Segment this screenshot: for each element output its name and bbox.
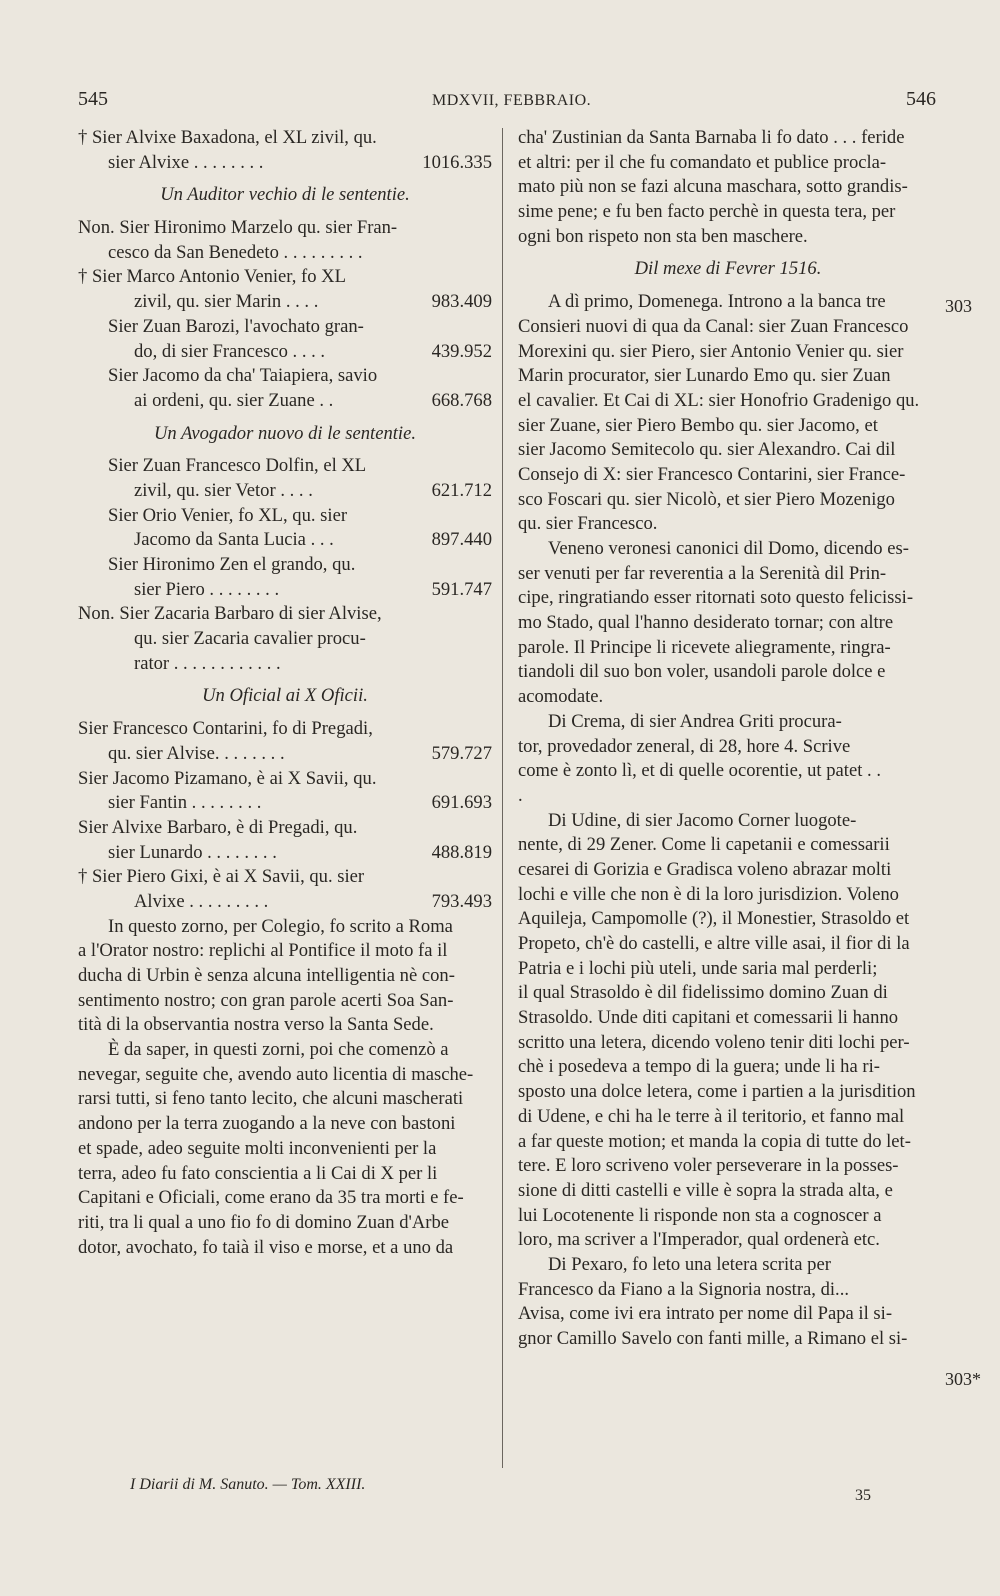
text-line: [518, 858, 938, 883]
line-text: Sier Jacomo Pizamano, è ai X Savii, qu.: [78, 767, 377, 789]
line-text: el cavalier. Et Cai di XL: sier Honofrio Gradenigo qu.: [518, 389, 920, 411]
line-text: parole. Il Principe li ricevete aliegramente, ringra-: [518, 636, 891, 658]
line-text: terra, adeo fu fato conscientia a li Cai di X per li: [78, 1162, 438, 1184]
text-line: [518, 660, 938, 685]
text-line: [518, 981, 938, 1006]
line-text: † Sier Marco Antonio Venier, fo XL: [78, 266, 346, 288]
line-text: rarsi tutti, si feno tanto lecito, che alcuni mascherati: [78, 1088, 464, 1110]
line-text: Strasoldo. Unde diti capitani et comessarii li hanno: [518, 1007, 899, 1029]
line-text: Sier Hironimo Zen el grando, qu.: [108, 554, 356, 575]
text-line: [78, 1112, 492, 1137]
text-line: [518, 151, 938, 176]
vote-count: 897.440: [431, 529, 492, 551]
line-text: Un Auditor vechio di le sententie.: [160, 184, 410, 206]
text-line: [518, 562, 938, 587]
text-line: [518, 685, 938, 710]
text-line: [518, 1253, 938, 1278]
text-line: [78, 504, 492, 529]
line-text: rator . . . . . . . . . . . .: [134, 652, 281, 674]
line-text: sco Foscari qu. sier Nicolò, et sier Piero Mozenigo: [518, 488, 895, 510]
line-text: Di Pexaro, fo leto una letera scrita per: [548, 1253, 831, 1275]
line-text: qu. sier Zacaria cavalier procu-: [134, 628, 366, 650]
line-text: Sier Jacomo da cha' Taiapiera, savio: [108, 365, 378, 387]
line-text: nente, di 29 Zener. Come li capetanii e comessarii: [518, 834, 890, 856]
line-text: chè i posedeva a tempo di la guera; unde li ha ri-: [518, 1056, 880, 1078]
line-text: Un Oficial ai X Oficii.: [202, 685, 368, 707]
line-text: sime pene; e fu ben facto perchè in questa tera, per: [518, 201, 896, 223]
text-line: [78, 315, 492, 340]
line-text: Sier Francesco Contarini, fo di Pregadi,: [78, 718, 373, 740]
text-line: [78, 528, 492, 553]
vote-count: 579.727: [431, 742, 492, 764]
line-text: sier Lunardo . . . . . . . .: [108, 841, 277, 863]
text-line: [518, 1130, 938, 1155]
line-text: sione di ditti castelli e ville è sopra la strada alta, e: [518, 1179, 893, 1201]
line-text: cipe, ringratiando esser ritornati soto questo felicissi-: [518, 587, 914, 609]
line-text: et altri: per il che fu comandato et publice procla-: [518, 151, 887, 173]
line-text: Veneno veronesi canonici dil Domo, dicendo es-: [548, 538, 909, 559]
line-text: .: [518, 784, 523, 806]
section-heading: [78, 422, 492, 447]
text-line: [78, 578, 492, 603]
text-line: [518, 957, 938, 982]
line-text: Sier Orio Venier, fo XL, qu. sier: [108, 504, 348, 526]
line-text: sier Jacomo Semitecolo qu. sier Alexandro. Cai dil: [518, 439, 896, 461]
text-line: [518, 414, 938, 439]
text-line: [78, 890, 492, 915]
line-text: cha' Zustinian da Santa Barnaba li fo dato . . . feride: [518, 127, 905, 148]
line-text: lochi e ville che non è di la loro jurisdizion. Voleno: [518, 883, 899, 905]
text-line: [518, 1204, 938, 1229]
line-text: sier Piero . . . . . . . .: [134, 578, 280, 600]
text-line: [518, 1080, 938, 1105]
line-text: A dì primo, Domenega. Introno a la banca tre: [548, 291, 886, 313]
text-line: [78, 791, 492, 816]
line-text: a l'Orator nostro: replichi al Pontifice il moto fa il: [78, 940, 448, 962]
text-line: [78, 241, 492, 266]
text-line: [518, 1105, 938, 1130]
text-line: [518, 175, 938, 200]
line-text: Marin procurator, sier Lunardo Emo qu. sier Zuan: [518, 365, 891, 387]
line-text: et spade, adeo seguite molti inconvenienti per la: [78, 1137, 437, 1159]
line-text: sentimento nostro; con gran parole acerti Soa San-: [78, 989, 454, 1011]
vote-count: 983.409: [431, 291, 492, 313]
line-text: qu. sier Francesco.: [518, 513, 658, 535]
text-line: [78, 964, 492, 989]
text-line: [518, 512, 938, 537]
text-line: [78, 989, 492, 1014]
line-text: Di Crema, di sier Andrea Griti procura-: [548, 710, 842, 732]
line-text: come è zonto lì, et di quelle ocorentie, ut patet . .: [518, 760, 881, 782]
text-line: [78, 1087, 492, 1112]
text-line: [518, 833, 938, 858]
line-text: scritto una letera, dicendo voleno tenir diti lochi per-: [518, 1031, 910, 1053]
line-text: a far queste motion; et manda la copia di tutte do let-: [518, 1130, 911, 1152]
text-line: [78, 265, 492, 290]
line-text: mo Stado, qual l'hanno desiderato tornar; con altre: [518, 612, 894, 634]
section-heading: [78, 684, 492, 709]
text-line: [518, 1031, 938, 1056]
text-line: [518, 1154, 938, 1179]
line-text: andono per la terra zuogando a la neve con bastoni: [78, 1113, 456, 1135]
text-line: [78, 151, 492, 176]
line-text: sposto una dolce letera, come i partien a la jurisdition: [518, 1081, 916, 1103]
vote-count: 691.693: [431, 792, 492, 814]
line-text: loro, ma scriver a l'Imperador, qual ordenerà etc.: [518, 1229, 880, 1251]
text-line: [518, 1006, 938, 1031]
vote-count: 488.819: [431, 841, 492, 863]
section-gap: [78, 175, 492, 183]
text-line: [518, 759, 938, 784]
text-line: [78, 841, 492, 866]
vote-count: 439.952: [431, 340, 492, 362]
section-gap: [78, 208, 492, 216]
line-text: gnor Camillo Savelo con fanti mille, a Rimano el si-: [518, 1328, 908, 1349]
text-line: [518, 225, 938, 250]
margin-note-2: 303*: [945, 1369, 981, 1389]
section-gap: [518, 282, 938, 290]
text-line: [78, 915, 492, 940]
line-text: zivil, qu. sier Marin . . . .: [134, 291, 319, 313]
text-line: [78, 742, 492, 767]
text-line: [78, 340, 492, 365]
line-text: Francesco da Fiano a la Signoria nostra, di...: [518, 1278, 849, 1300]
text-line: [518, 126, 938, 151]
line-text: tiandoli dil suo bon voler, usandoli parole dolce e: [518, 661, 886, 683]
text-line: [78, 126, 492, 151]
text-line: [518, 1327, 938, 1352]
text-line: [78, 479, 492, 504]
right-column: [518, 126, 938, 1352]
running-title: MDXVII, FEBBRAIO.: [432, 92, 592, 109]
line-text: tere. E loro scriveno voler perseverare in la posses-: [518, 1155, 899, 1177]
footer-text: I Diarii di M. Sanuto. — Tom. XXIII.: [130, 1476, 366, 1493]
text-line: [78, 627, 492, 652]
line-text: ai ordeni, qu. sier Zuane . .: [134, 389, 334, 411]
text-line: [78, 290, 492, 315]
column-divider: [502, 128, 503, 1468]
section-heading: [518, 257, 938, 282]
line-text: Avisa, come ivi era intrato per nome dil Papa il si-: [518, 1303, 893, 1325]
line-text: Dil mexe di Fevrer 1516.: [634, 258, 822, 280]
vote-count: 621.712: [431, 479, 492, 501]
line-text: Un Avogador nuovo di le sententie.: [154, 422, 416, 444]
text-line: [78, 1186, 492, 1211]
line-text: tor, provedador zeneral, di 28, hore 4. Scrive: [518, 735, 851, 757]
text-line: [78, 216, 492, 241]
text-line: [518, 611, 938, 636]
text-line: [518, 340, 938, 365]
text-line: [78, 1236, 492, 1261]
text-line: [78, 717, 492, 742]
line-text: Consejo di X: sier Francesco Contarini, sier France-: [518, 463, 906, 485]
text-line: [518, 438, 938, 463]
line-text: dotor, avochato, fo taià il viso e morse, et a uno da: [78, 1236, 454, 1258]
text-line: [518, 389, 938, 414]
line-text: † Sier Piero Gixi, è ai X Savii, qu. sier: [78, 866, 365, 888]
text-line: [518, 463, 938, 488]
line-text: È da saper, in questi zorni, poi che comenzò a: [108, 1039, 449, 1061]
line-text: Non. Sier Hironimo Marzelo qu. sier Fran-: [78, 217, 398, 239]
line-text: ducha di Urbin è senza alcuna intelligentia nè con-: [78, 965, 455, 986]
text-line: [518, 1228, 938, 1253]
text-line: [518, 290, 938, 315]
section-gap: [78, 446, 492, 454]
text-line: [78, 602, 492, 627]
text-line: [78, 553, 492, 578]
line-text: ogni bon rispeto non sta ben maschere.: [518, 225, 808, 247]
section-gap: [518, 249, 938, 257]
line-text: Aquileja, Campomolle (?), il Monestier, Strasoldo et: [518, 908, 910, 930]
line-text: Jacomo da Santa Lucia . . .: [134, 529, 334, 551]
text-line: [78, 1162, 492, 1187]
text-line: [518, 636, 938, 661]
vote-count: 793.493: [431, 890, 492, 912]
text-line: [78, 454, 492, 479]
text-line: [518, 364, 938, 389]
text-line: [78, 652, 492, 677]
page-number-left: 545: [78, 88, 108, 110]
text-line: [78, 865, 492, 890]
text-line: [518, 200, 938, 225]
line-text: ser venuti per far reverentia a la Serenità dil Prin-: [518, 562, 887, 584]
line-text: qu. sier Alvise. . . . . . . .: [108, 742, 285, 764]
vote-count: 1016.335: [422, 151, 492, 173]
line-text: cesarei di Gorizia e Gradisca voleno abrazar molti: [518, 858, 892, 880]
text-line: [78, 939, 492, 964]
section-gap: [78, 709, 492, 717]
text-line: [78, 1211, 492, 1236]
page-number-right: 546: [906, 88, 936, 110]
line-text: Consieri nuovi di qua da Canal: sier Zuan Francesco: [518, 315, 909, 337]
vote-count: 591.747: [431, 578, 492, 600]
text-line: [518, 883, 938, 908]
text-line: [518, 315, 938, 340]
line-text: do, di sier Francesco . . . .: [134, 340, 326, 362]
text-line: [518, 537, 938, 562]
text-line: [518, 1302, 938, 1327]
line-text: zivil, qu. sier Vetor . . . .: [134, 479, 313, 501]
vote-count: 668.768: [431, 389, 492, 411]
line-text: tità di la observantia nostra verso la Santa Sede.: [78, 1014, 434, 1036]
line-text: sier Fantin . . . . . . . .: [108, 792, 262, 814]
text-line: [518, 1278, 938, 1303]
line-text: Alvixe . . . . . . . . .: [134, 890, 269, 912]
line-text: mato più non se fazi alcuna maschara, sotto grandis-: [518, 176, 908, 198]
section-gap: [78, 414, 492, 422]
text-line: [518, 1179, 938, 1204]
line-text: † Sier Alvixe Baxadona, el XL zivil, qu.: [78, 127, 377, 148]
line-text: di Udene, e chi ha le terre à il teritorio, et fanno mal: [518, 1105, 905, 1127]
text-line: [78, 1137, 492, 1162]
line-text: acomodate.: [518, 686, 604, 708]
text-line: [518, 907, 938, 932]
text-line: [518, 784, 938, 809]
text-line: [518, 932, 938, 957]
line-text: Sier Zuan Francesco Dolfin, el XL: [108, 455, 367, 477]
section-gap: [78, 676, 492, 684]
signature-mark: 35: [855, 1487, 871, 1504]
text-line: [78, 389, 492, 414]
line-text: il qual Strasoldo è dil fidelissimo domino Zuan di: [518, 982, 888, 1004]
text-line: [518, 1055, 938, 1080]
line-text: cesco da San Benedeto . . . . . . . . .: [108, 241, 363, 263]
line-text: Propeto, ch'è do castelli, e altre ville asai, il fior di la: [518, 933, 910, 954]
line-text: Sier Alvixe Barbaro, è di Pregadi, qu.: [78, 816, 358, 838]
line-text: Morexini qu. sier Piero, sier Antonio Venier qu. sier: [518, 340, 904, 362]
margin-note-1: 303: [945, 296, 972, 316]
section-heading: [78, 183, 492, 208]
text-line: [78, 1013, 492, 1038]
line-text: Capitani e Oficiali, come erano da 35 tra morti e fe-: [78, 1187, 464, 1209]
line-text: sier Zuane, sier Piero Bembo qu. sier Jacomo, et: [518, 414, 878, 436]
text-line: [518, 488, 938, 513]
line-text: sier Alvixe . . . . . . . .: [108, 151, 264, 173]
line-text: Non. Sier Zacaria Barbaro di sier Alvise,: [78, 603, 382, 625]
line-text: Patria e i lochi più uteli, unde saria mal perderli;: [518, 957, 878, 979]
text-line: [518, 809, 938, 834]
text-line: [518, 586, 938, 611]
text-line: [78, 1038, 492, 1063]
line-text: Sier Zuan Barozi, l'avochato gran-: [108, 315, 364, 337]
line-text: lui Locotenente li risponde non sta a cognoscer a: [518, 1204, 882, 1226]
line-text: Di Udine, di sier Jacomo Corner luogote-: [548, 809, 857, 831]
line-text: riti, tra li qual a uno fio fo di domino Zuan d'Arbe: [78, 1211, 450, 1233]
line-text: In questo zorno, per Colegio, fo scrito a Roma: [108, 915, 453, 937]
text-line: [518, 735, 938, 760]
text-line: [78, 767, 492, 792]
left-column: [78, 126, 492, 1260]
text-line: [78, 1063, 492, 1088]
text-line: [518, 710, 938, 735]
text-line: [78, 364, 492, 389]
line-text: nevegar, seguite che, avendo auto licentia di masche-: [78, 1063, 474, 1085]
text-line: [78, 816, 492, 841]
